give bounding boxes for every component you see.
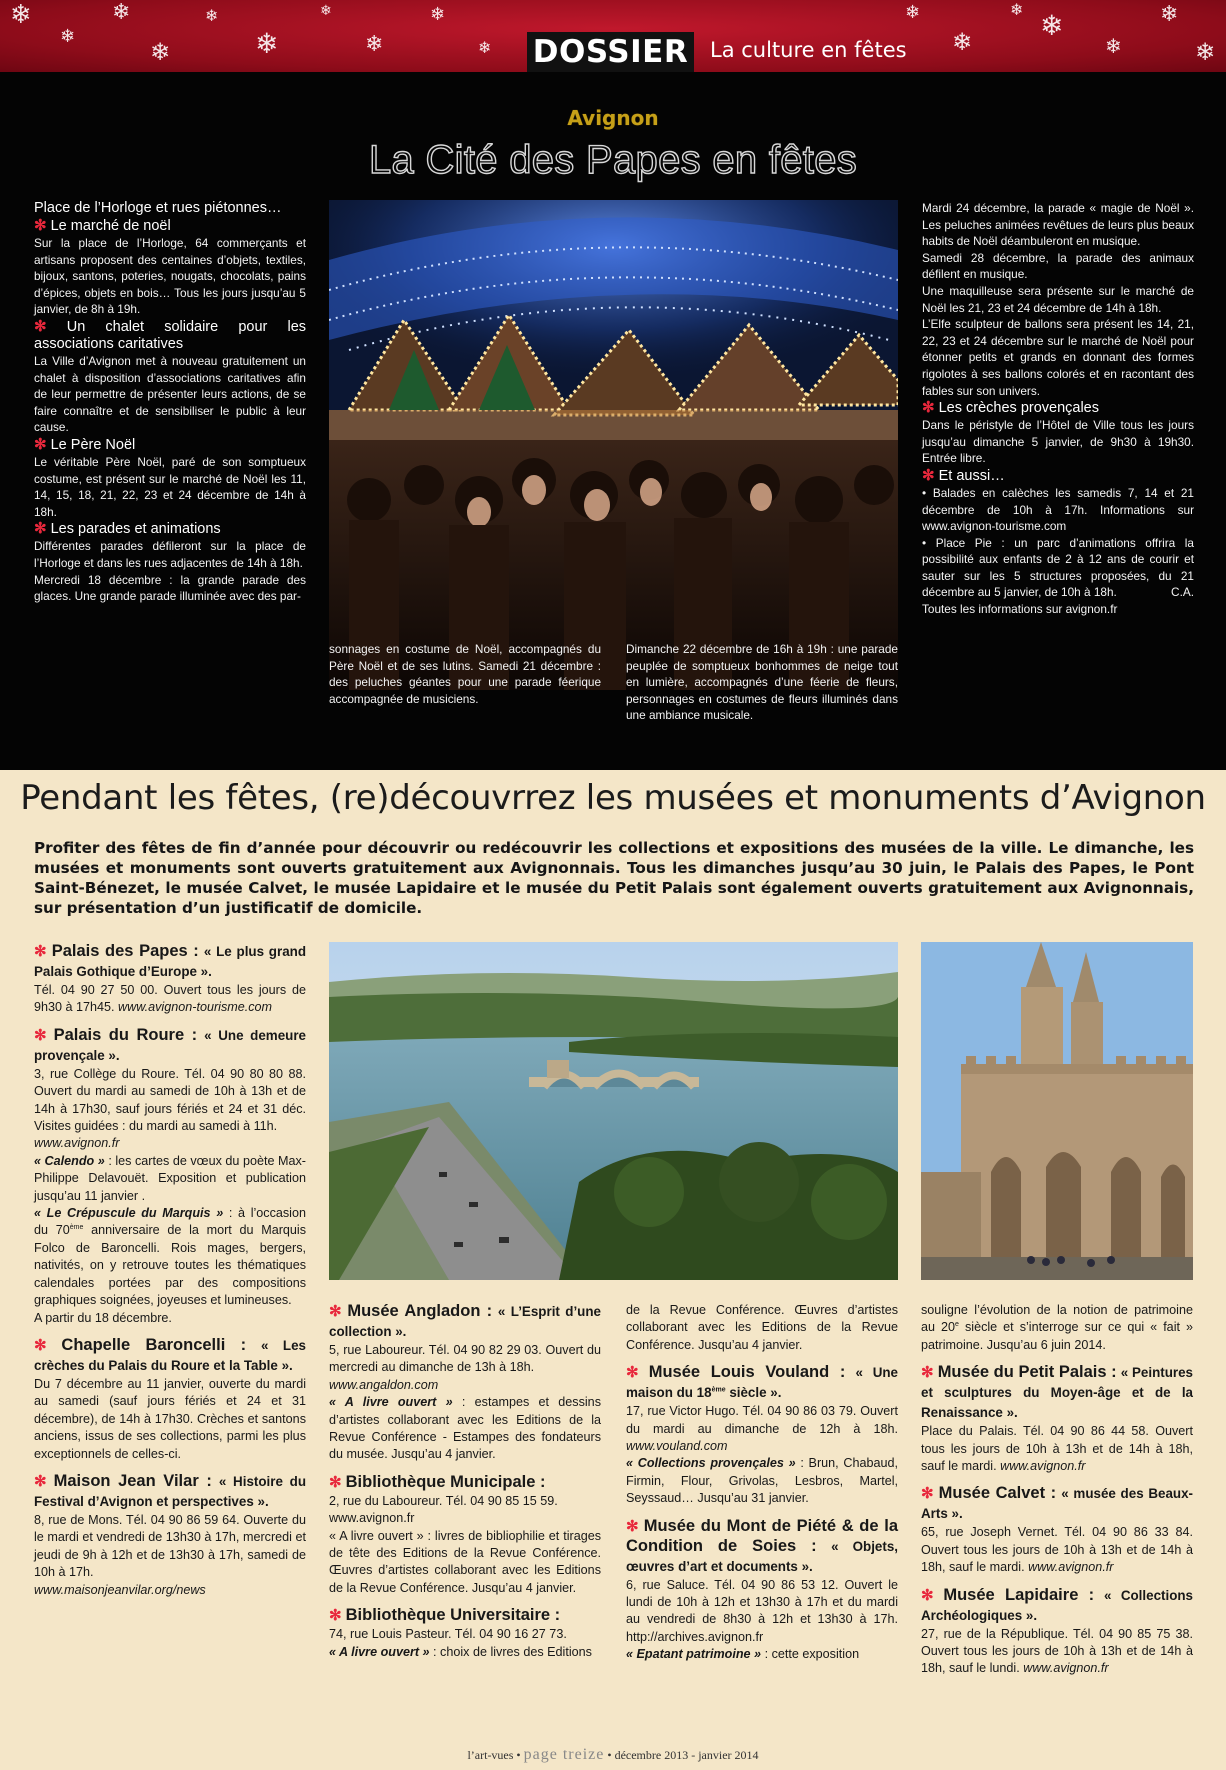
museums-title: Pendant les fêtes, (re)découvrrez les musées et monuments d’Avignon [20,778,1206,818]
museums-column-3 [626,1302,898,1664]
snowflake-icon: ❄ [1160,2,1179,27]
museum-info: 74, rue Louis Pasteur. Tél. 04 90 16 27 73. [329,1627,567,1642]
museum-info: 6, rue Saluce. Tél. 04 90 86 53 12. Ouvert le lundi de 10h à 12h et 13h30 à 17h et du mardi au vendredi de 8h30 à 12h et 13h30 à 17h. http://archives.avignon.fr [626,1577,898,1644]
museum-link[interactable]: www.avignon.fr [1028,1560,1114,1575]
paragraph: Différentes parades défileront sur la place de l’Horloge et dans les rues adjacentes de 14h à 18h. [34,539,306,570]
asterisk-icon: ✻ [626,1364,639,1382]
article-kicker: Avignon [567,106,659,130]
museum-info: 27, rue de la République. Tél. 04 90 85 75 38. Ouvert tous les jours de 10h à 13h et de 14h à 18h, sauf le lundi. [921,1626,1193,1676]
exhibit-text: : les cartes de vœux du poète Max-Philippe Delavouët. Exposition et publication jusqu’au 11 janvier . [34,1153,307,1203]
article-headline: La Cité des Papes en fêtes [368,138,858,182]
exhibit-text: : Brun, Chabaud, Firmin, Flour, Grivolas, Lesbros, Martel, Seyssaud… Jusqu’au 31 janvier. [626,1456,899,1506]
museum-name: Musée Lapidaire : [943,1585,1095,1604]
paragraph: Samedi 28 décembre, la parade des animaux défilent en musique. [922,250,1194,282]
article-column-1 [34,200,306,605]
paragraph: L’Elfe sculpteur de ballons sera présent les 14, 21, 22, 23 et 24 décembre sur le marché de Noël pour étonner petits et grands en donnant des formes rigolotes à ses ballons colorés et en racontant des fables sur son univers. [922,317,1194,398]
museum-info: 8, rue de Mons. Tél. 04 90 86 59 64. Ouverte du le mardi et vendredi de 13h30 à 17h, mercredi et jeudi de 9h à 12h et de 13h30 à 17h, samedi de 10h à 17h. [34,1512,306,1580]
asterisk-icon: ✻ [34,435,47,453]
photo-christmas-market [329,200,898,690]
museum-tagline: « Peintures et sculptures du Moyen-âge et de la Renaissance ». [921,1365,1193,1421]
paragraph: • Place Pie : un parc d’animations offrira la possibilité aux enfants de 2 à 12 ans de courir et sauter sur les 5 structures proposées, du 21 décembre au 5 janvier, de 10h à 18h. [922,535,1194,600]
snowflake-icon: ❄ [1040,9,1064,42]
museum-name: Palais du Roure : [53,1025,198,1044]
museum-tagline: « Une demeure provençale ». [34,1027,306,1063]
museum-link[interactable]: www.vouland.com [626,1439,728,1454]
museum-name: Musée Angladon : [347,1302,493,1320]
museum-link[interactable]: www.avignon.fr [34,1136,120,1151]
page-footer [0,1746,1226,1764]
exhibit-text: siècle et s’interroge sur ce qui « fait » patrimoine. Jusqu’au 6 juin 2014. [921,1320,1194,1352]
christmas-market-illustration [329,200,898,690]
exhibit-text: : estampes et dessins d’artistes collaborant avec les Editions de la Revue Conférence - Estampes des fondateurs du musée. Jusqu’au 4 janvier. [329,1395,601,1462]
museum-name: Palais des Papes : [51,942,199,960]
article-column-3 [626,641,898,724]
footer-publication: l’art-vues • [467,1748,521,1762]
photo-pont-saint-benezet [329,942,898,1280]
snowflake-icon: ❄ [905,2,921,23]
museum-name: Bibliothèque Municipale : [345,1472,546,1491]
photo-palais-des-papes [921,942,1193,1280]
superscript: ème [711,1386,726,1394]
subhead-chalet: Un chalet solidaire pour les associations caritatives [34,318,307,352]
subhead-parades: Les parades et animations [50,521,221,538]
museum-info: Tél. 04 90 27 50 00. Ouvert tous les jours de 9h30 à 17h45. [34,983,306,1015]
asterisk-icon: ✻ [34,217,47,234]
museum-link[interactable]: www.avignon-tourisme.com [118,1000,273,1015]
snowflake-icon: ❄ [112,0,131,25]
paragraph: Mardi 24 décembre, la parade « magie de Noël ». Les peluches animées revêtues de leurs plus beaux habits de Noël déambuleront en musique. [922,201,1194,249]
exhibit-text: : cette exposition [761,1647,860,1662]
museum-link[interactable]: www.maisonjeanvilar.org/news [34,1582,206,1597]
exhibit-text: de la Revue Conférence. Œuvres d’artistes collaborant avec les Editions de la Revue Conférence. Jusqu’au 4 janvier. [626,1303,898,1352]
museum-info: 3, rue Collège du Roure. Tél. 04 90 80 80 88. Ouvert du mardi au samedi de 10h à 13h et de 14h à 17h30, sauf jours fériés et 24 et 31 déc. Visites guidées : du mardi au samedi à 11h. [34,1066,306,1134]
paragraph: Une maquilleuse sera présente sur le marché de Noël les 21, 23 et 24 décembre de 14h à 18h. [922,283,1194,315]
snowflake-icon: ❄ [430,4,446,25]
museum-tagline: « L’Esprit d’une collection ». [329,1304,601,1339]
museum-info: 5, rue Laboureur. Tél. 04 90 82 29 03. Ouvert du mercredi au dimanche de 13h à 18h. [329,1343,601,1375]
exhibit-title: « Collections provençales » [626,1456,796,1471]
subhead-et-aussi: Et aussi… [938,467,1005,484]
snowflake-icon: ❄ [255,27,279,60]
exhibit-text: « A livre ouvert » : livres de bibliophilie et tirages de tête des Editions de la Revue Conférence. Œuvres d’artistes collaborant avec les Editions de la Revue Conférence. Jusqu’au 4 janvier. [329,1528,601,1595]
museum-name: Musée du Petit Palais : [937,1363,1117,1382]
paragraph: La Ville d’Avignon met à nouveau gratuitement un chalet à disposition d’associations caritatives afin de leur permettre de présenter leurs actions, de se faire connaître et de sensibiliser le public à leur cause. [34,353,306,435]
asterisk-icon: ✻ [34,943,47,960]
palace-illustration [921,942,1193,1280]
museum-tagline: « Objets, œuvres d’art et documents ». [626,1538,898,1574]
paragraph: Le véritable Père Noël, paré de son somptueux costume, est présent sur le marché de Noël les 11, 14, 15, 18, 21, 22, 23 et 24 décembre de 14h à 18h. [34,454,306,519]
asterisk-icon: ✻ [921,1485,934,1503]
asterisk-icon: ✻ [34,520,47,538]
asterisk-icon: ✻ [921,1586,934,1604]
museum-tagline: « Une maison du 18 [626,1365,898,1401]
section-tag: DOSSIER [527,32,694,72]
snowflake-icon: ❄ [320,3,332,19]
paragraph: sonnages en costume de Noël, accompagnés du Père Noël et de ses lutins. Samedi 21 décembre : des peluches géantes pour une parade féerique accompagnée de musiciens. [329,642,601,706]
snowflake-icon: ❄ [10,0,32,30]
asterisk-icon: ✻ [34,1336,47,1354]
museums-intro: Profiter des fêtes de fin d’année pour découvrir ou redécouvrir les collections et expositions des musées de la ville. Le dimanche, les musées et monuments sont ouverts gratuitement aux Avignonnais. Tous les dimanches jusqu’au 30 juin, le Palais des Papes, le Pont Saint-Bénezet, le musée Calvet, le musée Lapidaire et le musée du Petit Palais sont également ouverts gratuitement aux Avignonnais, sur présentation d’un justificatif de domicile. [34,839,1194,917]
asterisk-icon: ✻ [922,399,935,417]
museum-info: 65, rue Joseph Vernet. Tél. 04 90 86 33 84. Ouvert tous les jours de 10h à 13h et de 14h à 18h, sauf le mardi. [921,1525,1193,1575]
museums-column-1 [34,942,306,1599]
museum-tagline: « Le plus grand Palais Gothique d’Europe ». [34,944,307,979]
section-label: La culture en fêtes [710,38,907,62]
snowflake-icon: ❄ [478,38,492,57]
exhibit-title: « A livre ouvert » [329,1644,430,1659]
article-intro: Place de l’Horloge et rues piétonnes… [34,200,282,216]
footer-page-number: page treize [523,1746,605,1763]
asterisk-icon: ✻ [329,1473,342,1491]
museum-link[interactable]: www.avignon.fr [1023,1661,1109,1676]
paragraph: Toutes les informations sur avignon.fr [922,602,1118,617]
superscript: ème [69,1224,84,1232]
asterisk-icon: ✻ [922,466,935,484]
museum-info: 2, rue du Laboureur. Tél. 04 90 85 15 59. [329,1493,558,1508]
exhibit-title: « A livre ouvert » [329,1395,453,1410]
snowflake-icon: ❄ [1105,34,1122,58]
museum-tagline: « Les crèches du Palais du Roure et la Table ». [34,1337,306,1373]
snowflake-icon: ❄ [205,6,219,25]
museum-name: Musée Calvet : [938,1484,1057,1503]
subhead-pere-noel: Le Père Noël [50,436,136,453]
superscript: e [955,1321,959,1329]
paragraph: Dans le péristyle de l’Hôtel de Ville tous les jours jusqu’au dimanche 5 janvier, de 9h30 à 19h30. Entrée libre. [922,418,1194,466]
exhibit-title: « Le Crépuscule du Marquis » [34,1206,224,1221]
museum-link[interactable]: www.avignon.fr [329,1511,415,1526]
asterisk-icon: ✻ [34,1026,47,1044]
museum-info: Place du Palais. Tél. 04 90 86 44 58. Ouvert tous les jours de 10h à 13h et de 14h à 18h, sauf le mardi. [921,1424,1193,1474]
museum-link[interactable]: www.angaldon.com [329,1377,439,1392]
exhibit-text: anniversaire de la mort du Marquis Folco de Baroncelli. Rois mages, bergers, nativités, on y retrouve toutes les thématiques calendales portées par des compositions graphiques soignées, joyeuses et lumineuses. [34,1223,306,1308]
snowflake-icon: ❄ [60,26,76,47]
snowflake-icon: ❄ [952,28,973,56]
snowflake-icon: ❄ [1195,38,1216,66]
exhibit-title: « Epatant patrimoine » [626,1647,762,1662]
author-signature: C.A. [1171,585,1194,600]
museum-name: Chapelle Baroncelli : [61,1335,247,1354]
museum-link[interactable]: www.avignon.fr [1000,1459,1086,1474]
paragraph: Sur la place de l’Horloge, 64 commerçants et artisans proposent des centaines d’objets, textiles, bijoux, santons, poteries, nougats, chocolats, pains d’épices, objets en bois… Tous les jours jusqu’au 5 janvier, de 8h à 19h. [34,236,306,317]
article-column-2 [329,641,601,707]
footer-date: • décembre 2013 - janvier 2014 [607,1748,759,1762]
asterisk-icon: ✻ [34,1472,47,1490]
exhibit-text: : choix de livres des Editions [429,1644,592,1659]
museum-tagline: « musée des Beaux-Arts ». [921,1486,1194,1522]
subhead-creches: Les crèches provençales [938,400,1100,417]
asterisk-icon: ✻ [329,1607,342,1625]
exhibit-text: souligne l’évolution de la notion de patrimoine au 20 [921,1303,1193,1335]
museum-tagline: « Histoire du Festival d’Avignon et perspectives ». [34,1473,306,1509]
article-christmas-market [0,72,1226,770]
museum-tagline: « Collections Archéologiques ». [921,1587,1194,1623]
museum-info: Du 7 décembre au 11 janvier, ouverte du mardi au samedi (sauf jours fériés et 24 et 31 décembre), de 14h à 17h30. Crèches et santons anciens, issus de ses collections, parmi les plus exceptionnels de celles-ci. [34,1376,306,1461]
snowflake-icon: ❄ [1010,0,1024,19]
bridge-illustration [329,942,898,1280]
museum-tagline: siècle ». [725,1385,782,1401]
museum-name: Musée Louis Vouland : [648,1363,846,1382]
asterisk-icon: ✻ [329,1303,342,1320]
paragraph: Dimanche 22 décembre de 16h à 19h : une parade peuplée de somptueux bonhommes de neige tout en lumière, accompagnés d’une féerie de fleurs, personnages en costumes de fleurs illuminés dans une ambiance musicale. [626,642,898,723]
museum-name: Maison Jean Vilar : [53,1471,212,1490]
paragraph: Mercredi 18 décembre : la grande parade des glaces. Une grande parade illuminée avec des par- [34,572,306,604]
subhead-marche: Le marché de noël [50,218,171,234]
asterisk-icon: ✻ [626,1517,639,1535]
asterisk-icon: ✻ [921,1364,934,1382]
museums-column-2 [329,1302,601,1661]
museum-name: Bibliothèque Universitaire : [345,1606,561,1625]
museum-info: 17, rue Victor Hugo. Tél. 04 90 86 03 79. Ouvert du mardi au dimanche de 12h à 18h. [626,1404,898,1436]
snowflake-icon: ❄ [365,32,384,57]
article-column-4 [922,200,1194,618]
exhibit-text: : à l’occasion du 70 [34,1206,306,1238]
museums-column-4 [921,1302,1193,1678]
exhibit-title: « Calendo » [34,1153,105,1168]
paragraph: • Balades en calèches les samedis 7, 14 et 21 décembre de 10h à 17h. Informations sur www.avignon-tourisme.com [922,485,1194,534]
snowflake-icon: ❄ [150,38,171,66]
header-banner [0,0,1226,72]
exhibit-date: A partir du 18 décembre. [34,1310,172,1325]
museum-name: Musée du Mont de Piété & de la Condition de Soies : [626,1516,898,1555]
asterisk-icon: ✻ [34,317,47,335]
